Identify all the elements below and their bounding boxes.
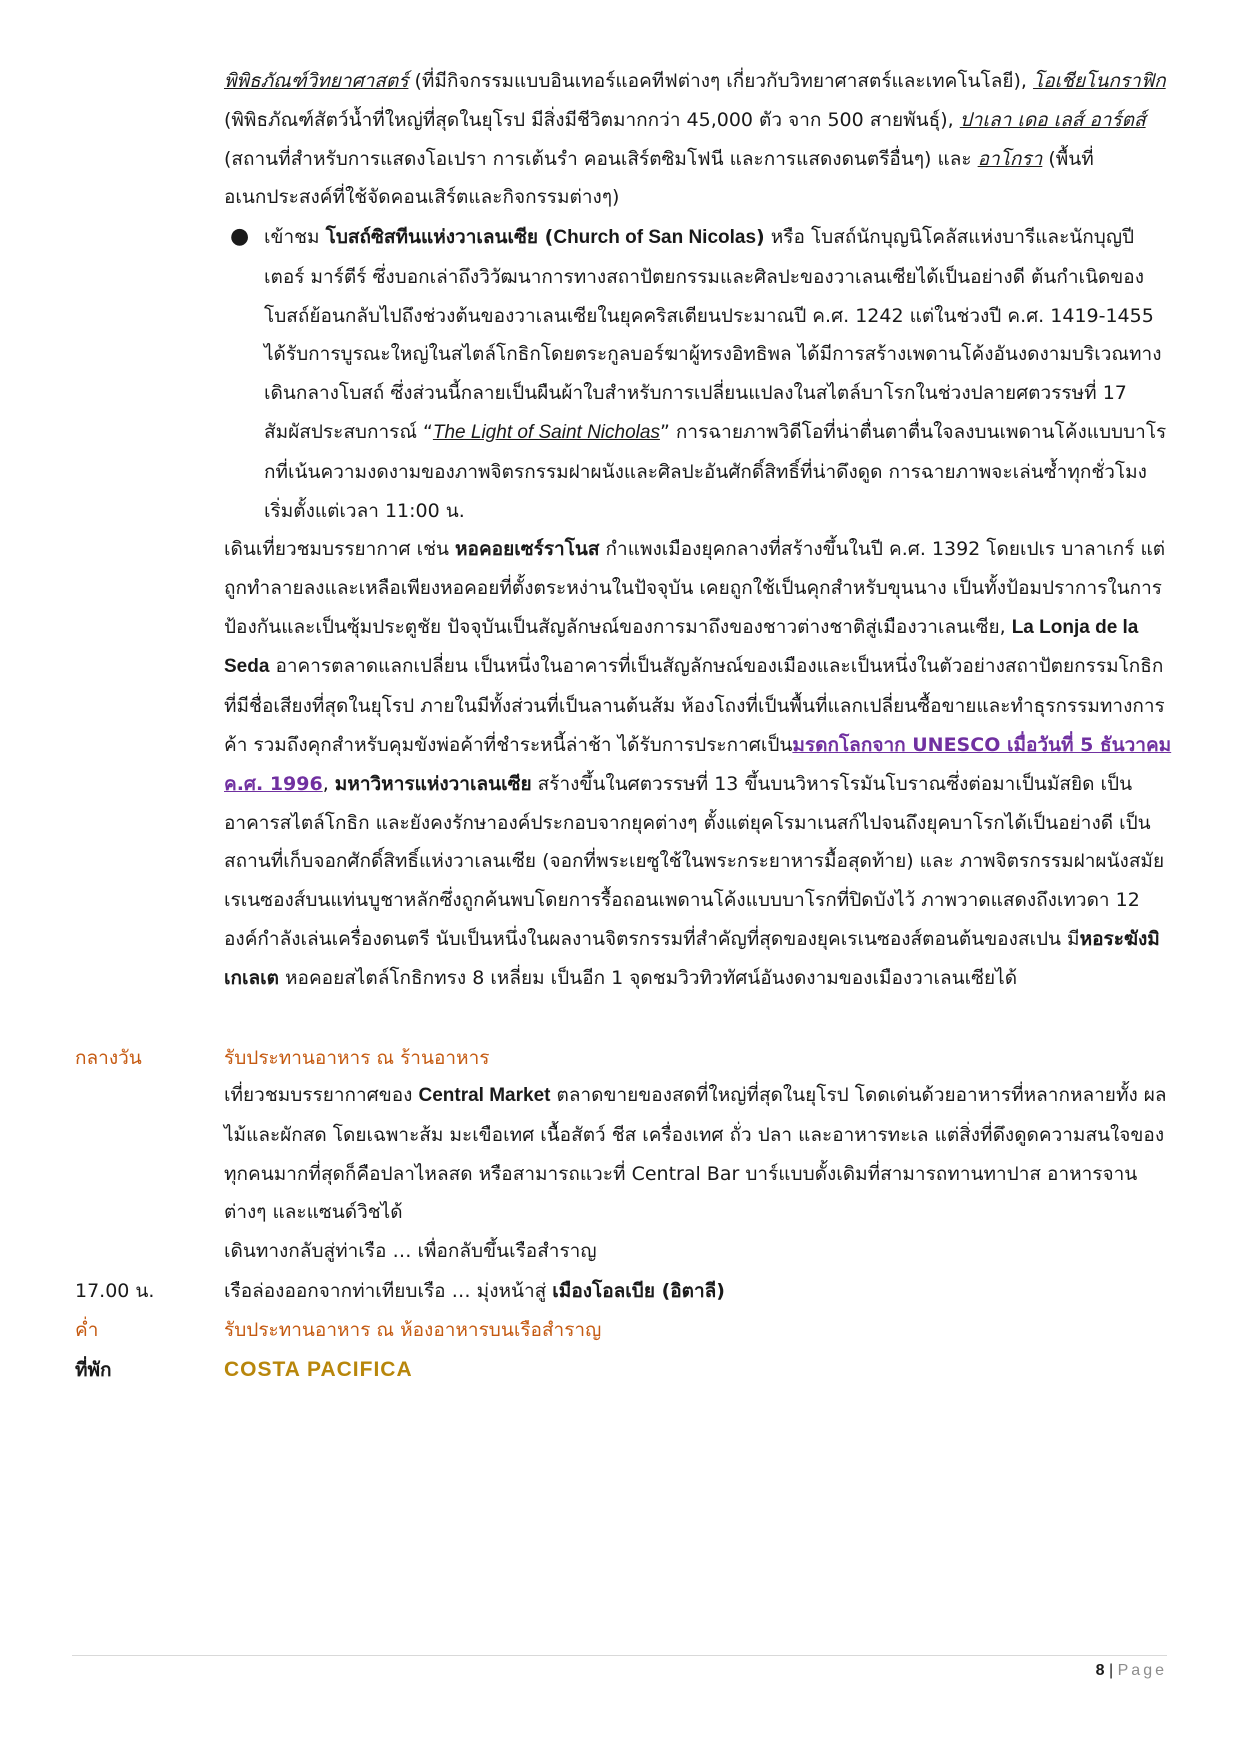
la-lonja: La Lonja de la Seda [224,616,1139,678]
market-text-1: เที่ยวชมบรรยากาศของ [224,1084,419,1106]
valencia-cathedral: มหาวิหารแห่งวาเลนเซีย [334,772,532,795]
tour-text-1: เดินเที่ยวชมบรรยากาศ เช่น [224,538,456,560]
depart-text: เรือล่องออกจากท่าเทียบเรือ … มุ่งหน้าสู่ [224,1280,553,1302]
return-to-port: เดินทางกลับสู่ท่าเรือ … เพื่อกลับขึ้นเรือสำราญ [224,1240,597,1263]
lunch-row [75,1038,1175,1078]
church-paren-close: ) [756,226,765,248]
page-footer [1096,1662,1167,1680]
depart-time: 17.00 น. [75,1280,155,1302]
footer-separator: | [1104,1662,1118,1679]
palau-arts-desc: (สถานที่สำหรับการแสดงโอเปรา การเต้นรำ คอนเสิร์ตซิมโฟนี และการแสดงดนตรีอื่นๆ) และ [224,147,978,170]
church-name-th: โบสถ์ซิสทีนแห่งวาเลนเซีย [325,226,539,248]
intro-paragraph [224,62,1174,217]
depart-destination: เมืองโอลเบีย (อิตาลี) [552,1280,725,1302]
miguelete-tower: หอระฆังมิเกเลเต [224,927,1160,989]
serranos-tower: หอคอยเซร์ราโนส [455,538,600,560]
church-desc-1: หรือ โบสถ์นักบุญนิโคลัสแห่งบารีและนักบุญปีเตอร์ มาร์ตีร์ ซึ่งบอกเล่าถึงวิวัฒนาการทางสถาปัตยกรรมและศิลปะของวาเลนเซียได้เป็นอย่างดี ต้นกำเนิดของโบสถ์ย้อนกลับไปถึงช่วงต้นของวาเลนเซียในยุคคริสเตียนประมาณปี ค.ศ. 1242 แต่ในช่วงปี ค.ศ. 1419-1455 ได้รับการบูรณะใหญ่ในสไตล์โกธิกโดยตระกูลบอร์ฆาผู้ทรงอิทธิพล ได้มีการสร้างเพดานโค้งอันงดงามบริเวณทางเดินกลางโบสถ์ ซึ่งส่วนนี้กลายเป็นผืนผ้าใบสำหรับการเปลี่ยนแปลงในสไตล์บาโรกในช่วงปลายศตวรรษที่ 17 สัมผัสประสบการณ์ “ [264,226,1162,443]
science-museum-desc: (ที่มีกิจกรรมแบบอินเทอร์แอคทีฟต่างๆ เกี่ยวกับวิทยาศาสตร์และเทคโนโลยี), [408,70,1034,92]
agora-desc: (พื้นที่อเนกประสงค์ที่ใช้จัดคอนเสิร์ตและกิจกรรมต่างๆ) [224,147,1094,209]
agora-link[interactable]: อาโกรา [977,147,1043,170]
tour-text-6: หอคอยสไตล์โกธิกทรง 8 เหลี่ยม เป็นอีก 1 จุดชมวิวทิวทัศน์อันงดงามของเมืองวาเลนเซียได้ [278,966,1018,989]
tour-text-2: กำแพงเมืองยุคกลางที่สร้างขึ้นในปี ค.ศ. 1392 โดยเปเร บาลาเกร์ แต่ถูกทำลายลงและเหลือเพียงหอคอยที่ตั้งตระหง่านในปัจจุบัน เคยถูกใช้เป็นคุกสำหรับขุนนาง เป็นทั้งป้อมปราการในการป้องกันและเป็นซุ้มประตูชัย ปัจจุบันเป็นสัญลักษณ์ของการมาถึงของชาวต่างชาติสู่เมืองวาเลนเซีย, [224,538,1166,638]
stay-label: ที่พัก [75,1359,112,1381]
dinner-text: รับประทานอาหาร ณ ห้องอาหารบนเรือสำราญ [224,1319,602,1341]
church-paren-open: ( [538,226,554,248]
church-bullet [230,218,1174,530]
lunch-label: กลางวัน [75,1047,142,1069]
tour-text-5: สร้างขึ้นในศตวรรษที่ 13 ขึ้นบนวิหารโรมันโบราณซึ่งต่อมาเป็นมัสยิด เป็นอาคารสไตล์โกธิก และยังคงรักษาองค์ประกอบจากยุคต่างๆ ตั้งแต่ยุคโรมาเนสก์ไปจนถึงยุคบาโรกได้เป็นอย่างดี เป็นสถานที่เก็บจอกศักดิ์สิทธิ์แห่งวาเลนเซีย (จอกที่พระเยซูใช้ในพระกระยาหารมื้อสุดท้าย) และ ภาพจิตรกรรมฝาผนังสมัยเรเนซองส์บนแท่นบูชาหลักซึ่งถูกค้นพบโดยการรื้อถอนเพดานโค้งแบบบาโรกที่ปิดบังไว้ ภาพวาดแสดงถึงเทวดา 12 องค์กำลังเล่นเครื่องดนตรี นับเป็นหนึ่งในผลงานจิตรกรรมที่สำคัญที่สุดของยุคเรเนซองส์ตอนต้นของสเปน มี [224,772,1165,950]
hotel-name: COSTA PACIFICA [224,1358,413,1381]
science-museum-link[interactable]: พิพิธภัณฑ์วิทยาศาสตร์ [224,70,409,92]
oceanografic-desc: (พิพิธภัณฑ์สัตว์น้ำที่ใหญ่ที่สุดในยุโรป มีสิ่งมีชีวิตมากกว่า 45,000 ตัว จาก 500 สายพันธุ์), [224,108,960,131]
tour-paragraph [224,530,1174,998]
stay-row [75,1350,1175,1390]
unesco-link[interactable]: มรดกโลกจาก UNESCO เมื่อวันที่ 5 ธันวาคม ค.ศ. 1996 [224,733,1172,795]
church-name-en: Church of San Nicolas [553,227,757,248]
lunch-text: รับประทานอาหาร ณ ร้านอาหาร [224,1047,490,1069]
tour-text-3: อาคารตลาดแลกเปลี่ยน เป็นหนึ่งในอาคารที่เป็นสัญลักษณ์ของเมืองและเป็นหนึ่งในตัวอย่างสถาปัตยกรรมโกธิกที่มีชื่อเสียงที่สุดในยุโรป ภายในมีทั้งส่วนที่เป็นลานต้นส้ม ห้องโถงที่เป็นพื้นที่แลกเปลี่ยนซื้อขายและทำธุรกรรมทางการค้า รวมถึงคุกสำหรับคุมขังพ่อค้าที่ชำระหนี้ล่าช้า ได้รับการประกาศเป็น [224,655,1165,756]
bullet-lead: เข้าชม [264,226,326,248]
dinner-label: ค่ำ [75,1319,99,1341]
tour-text-4: , [322,772,335,795]
depart-desc [224,1271,725,1311]
central-market: Central Market [418,1085,551,1106]
market-text-2: ตลาดขายของสดที่ใหญ่ที่สุดในยุโรป โดดเด่นด้วยอาหารที่หลากหลายทั้ง ผลไม้และผักสด โดยเฉพาะส้ม มะเขือเทศ เนื้อสัตว์ ชีส เครื่องเทศ ถั่ว ปลา และอาหารทะเล แต่สิ่งที่ดึงดูดความสนใจของทุกคนมากที่สุดก็คือปลาไหลสด หรือสามารถแวะที่ Central Bar บาร์แบบดั้งเดิมที่สามารถทานทาปาส อาหารจานต่างๆ และแซนด์วิชได้ [224,1084,1167,1224]
church-desc-2: ” การฉายภาพวิดีโอที่น่าตื่นตาตื่นใจลงบนเพดานโค้งแบบบาโรกที่เน้นความงดงามของภาพจิตรกรรมฝาผนังและศิลปะอันศักดิ์สิทธิ์ที่น่าดึงดูด การฉายภาพจะเล่นซ้ำทุกชั่วโมง เริ่มตั้งแต่เวลา 11:00 น. [264,420,1167,522]
page-word: Page [1117,1662,1167,1679]
bullet-dot-icon: ● [230,224,250,249]
oceanografic-link[interactable]: โอเชียโนกราฟิก [1033,70,1166,92]
market-paragraph [224,1076,1174,1271]
page-number: 8 [1095,1662,1105,1679]
depart-row [75,1271,1175,1311]
palau-arts-link[interactable]: ปาเลา เดอ เลส์ อาร์ตส์ [959,108,1146,131]
light-of-saint-nicholas-link[interactable]: The Light of Saint Nicholas [432,421,660,443]
dinner-row [75,1310,1175,1350]
footer-divider [72,1655,1167,1656]
